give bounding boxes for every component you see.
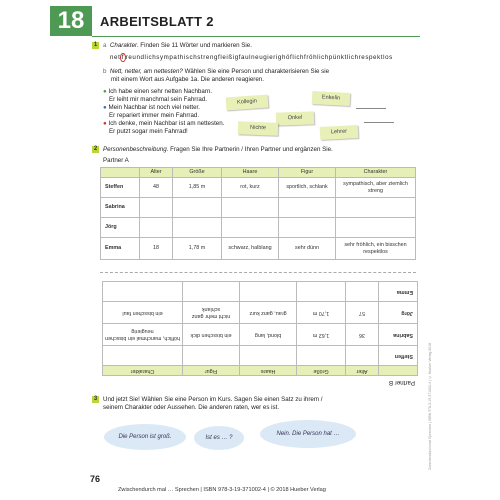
cell-groesse: 1,78 m [173, 238, 222, 260]
cell-haare: schwarz, halblang [222, 238, 279, 260]
cell-groesse[interactable] [297, 282, 346, 302]
cell-charakter: sehr fröhlich, ein bisschen respektlos [336, 238, 416, 260]
exercise-3-number: 3 [93, 396, 98, 402]
dialogue-line: Er repariert immer mein Fahrrad. [109, 112, 200, 119]
side-copyright: Zwischendurch mal Sprechen | ISBN 978-3-19-371002-4 | © Hueber Verlag 2018 [428, 342, 432, 470]
header-cell-empty [101, 168, 140, 178]
cell-haare: blond, lang [240, 324, 297, 346]
dialogue-line: ● Ich habe einen sehr netten Nachbarn. [103, 88, 213, 95]
table-row [101, 238, 416, 260]
cell-haare[interactable] [240, 282, 297, 302]
table-row [101, 178, 416, 198]
cell-groesse: 1,70 m [297, 302, 346, 324]
blank-line[interactable] [356, 108, 386, 109]
sticky-note-lehrer[interactable]: Lehrer [320, 125, 359, 140]
exercise-2-number: 2 [93, 146, 98, 152]
cell-figur[interactable] [183, 282, 240, 302]
cell-figur[interactable] [279, 198, 336, 218]
worksheet-title: ARBEITSBLATT 2 [100, 14, 214, 29]
partner-b-label: Partner B [388, 379, 415, 386]
row-name: Emma [379, 282, 418, 302]
cell-alter: 36 [346, 324, 379, 346]
table-row [101, 198, 416, 218]
cell-figur: nicht mehr ganz schlank [183, 302, 240, 324]
cell-haare: grau, ganz kurz [240, 302, 297, 324]
partner-a-table [100, 167, 416, 260]
header-cell: Haare [240, 366, 297, 376]
cell-charakter: sympathisch, aber ziemlich streng [336, 178, 416, 198]
exercise-1-number: 1 [93, 42, 98, 48]
cell-figur[interactable] [279, 218, 336, 238]
exercise-2-instruction: Personenbeschreibung. Fragen Sie Ihre Partnerin / Ihren Partner und ergänzen Sie. [103, 146, 333, 153]
cut-line [100, 272, 416, 273]
cell-figur: sehr dünn [279, 238, 336, 260]
blank-line[interactable] [364, 122, 394, 123]
cell-groesse[interactable] [173, 198, 222, 218]
page-number: 76 [90, 474, 101, 484]
header-cell: Charakter [336, 168, 416, 178]
header-cell-empty [379, 366, 418, 376]
cell-figur[interactable] [183, 346, 240, 366]
exercise-1a-instruction: a Charakter. Finden Sie 11 Wörter und markieren Sie. [103, 42, 252, 49]
header-cell: Figur [183, 366, 240, 376]
cell-alter[interactable] [140, 198, 173, 218]
cell-haare[interactable] [222, 218, 279, 238]
cell-charakter: höflich, manchmal ein bisschen neugierig [103, 324, 183, 346]
row-name: Steffen [379, 346, 418, 366]
cell-alter: 57 [346, 302, 379, 324]
header-cell: Charakter [103, 366, 183, 376]
header-cell: Größe [173, 168, 222, 178]
table-row [103, 324, 418, 346]
partner-a-label: Partner A [103, 157, 129, 164]
example-dialogue [103, 88, 233, 136]
cell-charakter: ein bisschen faul [103, 302, 183, 324]
table-header-row [101, 168, 416, 178]
cell-groesse[interactable] [173, 218, 222, 238]
cell-alter: 18 [140, 238, 173, 260]
header-cell: Alter [346, 366, 379, 376]
cell-alter[interactable] [140, 218, 173, 238]
chapter-number-badge: 18 [50, 6, 92, 36]
partner-b-section [100, 282, 418, 386]
dialogue-line: ● Ich denke, mein Nachbar ist am nettesten. [103, 120, 225, 127]
dialogue-line: Er putzt sogar mein Fahrrad! [109, 128, 188, 135]
cell-haare: rot, kurz [222, 178, 279, 198]
sticky-note-enkelin[interactable]: Enkelin [312, 91, 351, 106]
header-rule [92, 36, 420, 37]
row-name: Steffen [101, 178, 140, 198]
table-row [103, 302, 418, 324]
row-name: Sabrina [379, 324, 418, 346]
table-row [103, 346, 418, 366]
cell-haare[interactable] [240, 346, 297, 366]
exercise-3-instruction: Und jetzt Sie! Wählen Sie eine Person im Kurs. Sagen Sie einen Satz zu ihrem / seinem Charakter oder Aussehen. Die anderen raten, wer es ist. [103, 396, 323, 411]
cell-groesse[interactable] [297, 346, 346, 366]
sticky-note-kollegin[interactable]: Kollegin [226, 95, 269, 111]
cell-charakter[interactable] [103, 346, 183, 366]
header-cell: Haare [222, 168, 279, 178]
cell-charakter[interactable] [336, 218, 416, 238]
cell-haare[interactable] [222, 198, 279, 218]
sticky-note-nichte[interactable]: Nichte [238, 121, 278, 135]
sticky-note-onkel[interactable]: Onkel [276, 111, 314, 125]
partner-b-table [102, 281, 418, 376]
row-name: Jörg [379, 302, 418, 324]
table-row [103, 282, 418, 302]
row-name: Sabrina [101, 198, 140, 218]
exercise-1b-instruction: b Nett, netter, am nettesten? Wählen Sie eine Person und charakterisieren Sie sie mit einem Wort aus Aufgabe 1a. Die anderen reagieren. [103, 68, 330, 83]
footer-credits: Zwischendurch mal … Sprechen | ISBN 978-3-19-371002-4 | © 2018 Hueber Verlag [118, 487, 326, 493]
cell-figur: ein bisschen dick [183, 324, 240, 346]
cell-groesse: 1,62 m [297, 324, 346, 346]
word-snake[interactable]: net f reundlichsympathischstrengfleißigfaulneugierighöflichfröhlichpünktlichrespektlos [110, 54, 393, 61]
speech-bubble: Nein. Die Person hat … [260, 420, 356, 448]
header-cell: Größe [297, 366, 346, 376]
speech-bubble: Ist es … ? [194, 426, 244, 450]
row-name: Emma [101, 238, 140, 260]
table-row [101, 218, 416, 238]
speech-bubble: Die Person ist groß. [104, 424, 186, 450]
cell-alter[interactable] [346, 346, 379, 366]
dialogue-line: Er leiht mir manchmal sein Fahrrad. [109, 96, 207, 103]
header-cell: Alter [140, 168, 173, 178]
row-name: Jörg [101, 218, 140, 238]
header-cell: Figur [279, 168, 336, 178]
cell-alter: 48 [140, 178, 173, 198]
cell-charakter[interactable] [103, 282, 183, 302]
cell-alter[interactable] [346, 282, 379, 302]
table-header-row [103, 366, 418, 376]
dialogue-line: ● Mein Nachbar ist noch viel netter. [103, 104, 200, 111]
cell-charakter[interactable] [336, 198, 416, 218]
cell-figur: sportlich, schlank [279, 178, 336, 198]
cell-groesse: 1,85 m [173, 178, 222, 198]
